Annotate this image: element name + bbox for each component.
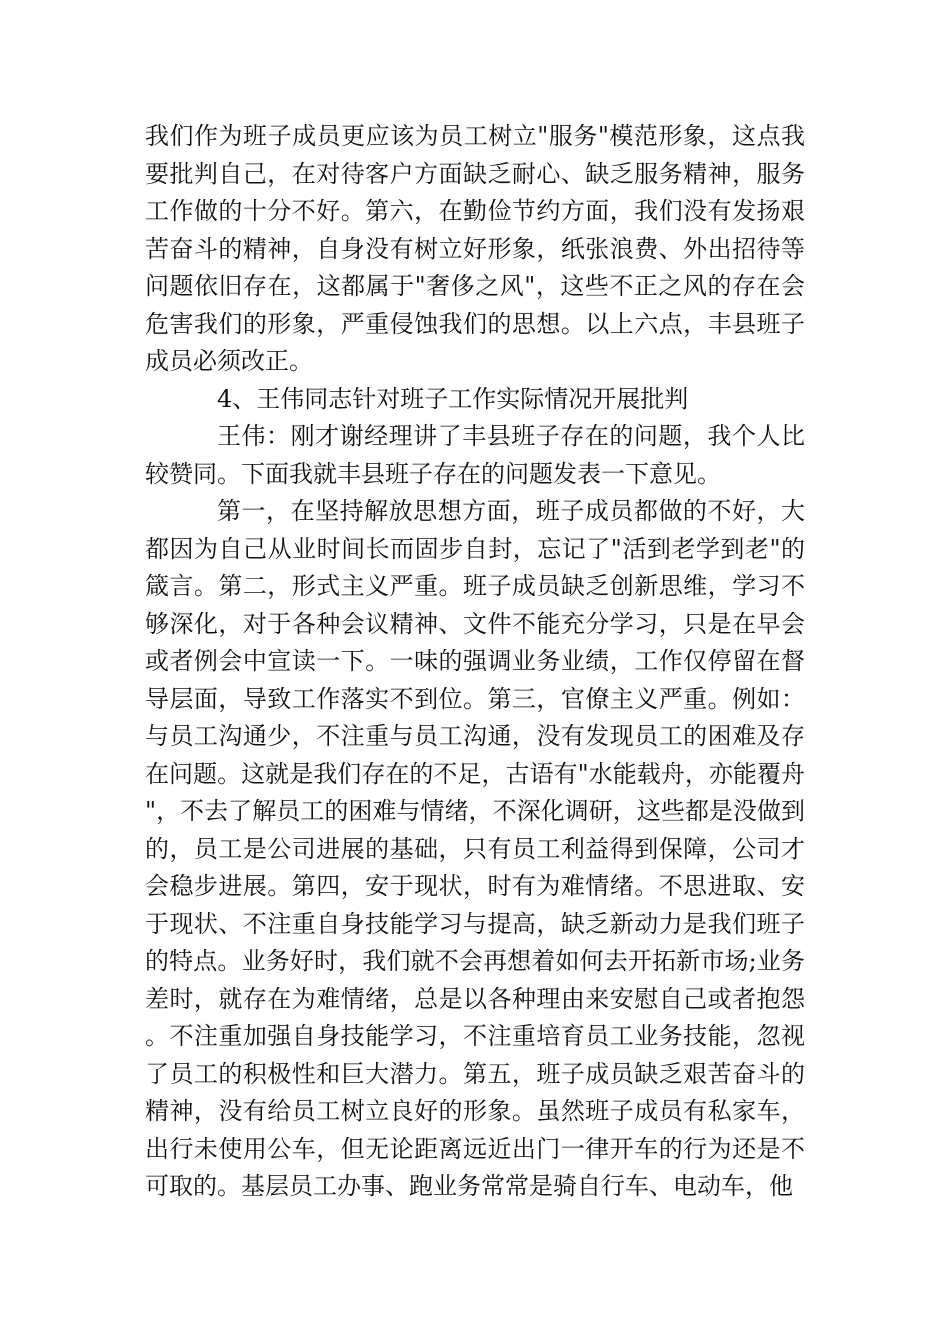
- paragraph-continuation: 我们作为班子成员更应该为员工树立"服务"模范形象，这点我要批判自己，在对待客户方面缺乏耐心、缺乏服务精神，服务工作做的十分不好。第六，在勤俭节约方面，我们没有发扬艰苦奋斗的精神，自身没有树立好形象，纸张浪费、外出招待等问题依旧存在，这都属于"奢侈之风"，这些不正之风的存在会危害我们的形象，严重侵蚀我们的思想。以上六点，丰县班子成员必须改正。: [145, 122, 805, 375]
- paragraph-wangwei-points: 第一，在坚持解放思想方面，班子成员都做的不好，大都因为自己从业时间长而固步自封，忘记了"活到老学到老"的箴言。第二，形式主义严重。班子成员缺乏创新思维，学习不够深化，对于各种会议精神、文件不能充分学习，只是在早会或者例会中宣读一下。一味的强调业务业绩，工作仅停留在督导层面，导致工作落实不到位。第三，官僚主义严重。例如：与员工沟通少，不注重与员工沟通，没有发现员工的困难及存在问题。这就是我们存在的不足，古语有"水能载舟，亦能覆舟"，不去了解员工的困难与情绪，不深化调研，这些都是没做到的，员工是公司进展的基础，只有员工利益得到保障，公司才会稳步进展。第四，安于现状，时有为难情绪。不思进取、安于现状、不注重自身技能学习与提高，缺乏新动力是我们班子的特点。业务好时，我们就不会再想着如何去开拓新市场;业务差时，就存在为难情绪，总是以各种理由来安慰自己或者抱怨。不注重加强自身技能学习，不注重培育员工业务技能，忽视了员工的积极性和巨大潜力。第五，班子成员缺乏艰苦奋斗的精神，没有给员工树立良好的形象。虽然班子成员有私家车，出行未使用公车，但无论距离远近出门一律开车的行为还是不可取的。基层员工办事、跑业务常常是骑自行车、电动车，他: [145, 497, 805, 1200]
- paragraph-wangwei-intro: 王伟：刚才谢经理讲了丰县班子存在的问题，我个人比较赞同。下面我就丰县班子存在的问题发表一下意见。: [145, 422, 805, 488]
- document-body: [145, 118, 805, 1206]
- section-heading: 4、王伟同志针对班子工作实际情况开展批判: [217, 384, 689, 413]
